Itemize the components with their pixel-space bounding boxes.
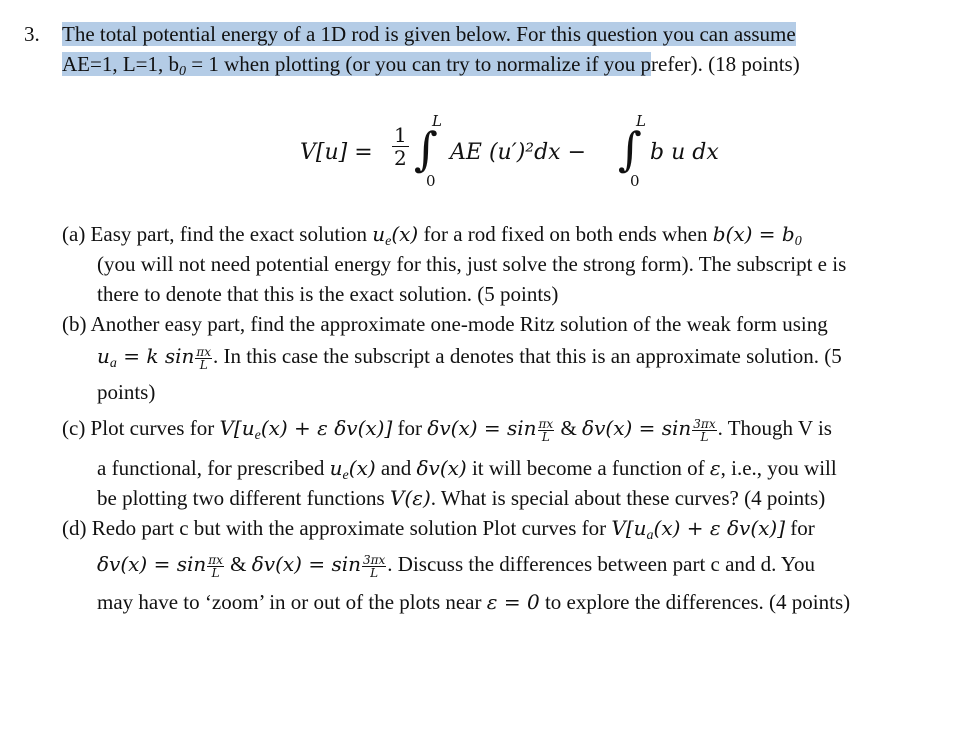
question-number: 3. <box>24 22 40 46</box>
equation-lhs: V[u] = <box>300 140 373 165</box>
fraction-3pi-x-over-l: $\frac{3\pi x}{L}$ <box>693 416 716 444</box>
integral-sign-2: ∫ <box>618 122 642 176</box>
intro-line-1[interactable] <box>62 20 796 48</box>
part-c-line-3: be plotting two different functions V(ε). What is special about these curves? (4 points) <box>97 486 826 510</box>
part-c-line-2: a functional, for prescribed $u_e(x)$ and δv(x) it will become a function of ε, i.e., you will <box>97 456 837 483</box>
potential-energy-equation <box>300 110 760 200</box>
selected-text[interactable]: AE=1, L=1, $b_0 = 1$ when plotting (or you can try to normalize if you p <box>62 52 652 79</box>
fraction-pi-x-over-l: $\frac{\pi x}{L}$ <box>208 552 223 580</box>
selected-text[interactable]: The total potential energy of a 1D rod is given below. For this question you can assume <box>62 22 796 46</box>
part-d-line-2: δv(x) = sin $\frac{\pi x}{L}$ & δv(x) = sin $\frac{3\pi x}{L}$ . Discuss the differences between part c and d. You <box>97 552 815 580</box>
equation-term-2: b u dx <box>650 140 719 165</box>
part-b-line-2: $u_a = k$ sin $\frac{\pi x}{L}$ . In this case the subscript a denotes that this is an approximate solution. (5 <box>97 344 842 372</box>
part-a-line-1: (a) Easy part, find the exact solution $u_e(x)$ for a rod fixed on both ends when $b(x) = b_0$ <box>62 222 802 249</box>
integral-lower-2: 0 <box>630 172 640 190</box>
integral-upper-2: L <box>636 112 646 130</box>
part-b-line-1: (b) Another easy part, find the approximate one-mode Ritz solution of the weak form using <box>62 312 828 336</box>
part-d-line-1: (d) Redo part c but with the approximate solution Plot curves for $V[u_a(x) + \varepsilon$ δv(x)] for <box>62 516 815 543</box>
part-c-line-1: (c) Plot curves for $V[u_e(x) + \varepsilon$ δv(x)] for δv(x) = sin $\frac{\pi x}{L}$ & δv(x) = sin $\frac{3\pi x}{L}$ . Though V is <box>62 416 832 444</box>
part-a-line-3: there to denote that this is the exact solution. (5 points) <box>97 282 559 306</box>
fraction-3pi-x-over-l: $\frac{3\pi x}{L}$ <box>363 552 386 580</box>
integral-sign-1: ∫ <box>414 122 438 176</box>
intro-line-2[interactable] <box>62 50 800 86</box>
fraction-pi-x-over-l: $\frac{\pi x}{L}$ <box>196 344 212 372</box>
equation-term-1: AE (u′)²dx − <box>450 140 587 165</box>
part-b-line-3: points) <box>97 380 156 404</box>
integral-upper-1: L <box>432 112 442 130</box>
part-d-line-3: may have to ‘zoom’ in or out of the plots near ε = 0 to explore the differences. (4 points) <box>97 590 851 614</box>
part-a-line-2: (you will not need potential energy for this, just solve the strong form). The subscript e is <box>97 252 847 276</box>
integral-lower-1: 0 <box>426 172 436 190</box>
unselected-text: refer). (18 points) <box>651 52 800 76</box>
equation-half-fraction: 1 2 <box>394 123 407 170</box>
fraction-pi-x-over-l: $\frac{\pi x}{L}$ <box>538 416 554 444</box>
